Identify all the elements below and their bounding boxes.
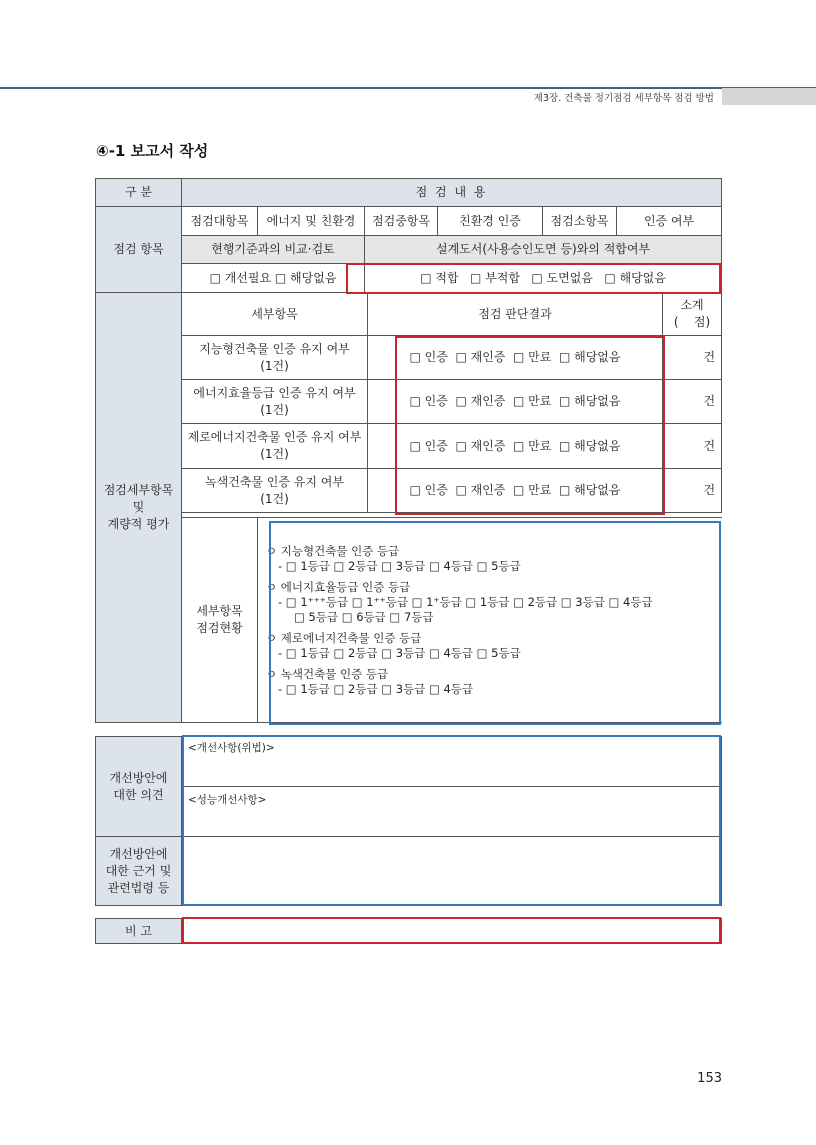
performance-field[interactable]: <성능개선사항>	[182, 787, 722, 837]
opinion-label: 개선방안에 대한 의견	[96, 737, 182, 837]
detail-subtotal: 건	[663, 336, 722, 380]
detail-subtotal: 건	[663, 469, 722, 513]
detail-result[interactable]: □ 인증 □ 재인증 □ 만료 □ 해당없음	[368, 380, 663, 424]
inspection-item-label: 점검 항목	[96, 207, 182, 293]
chapter-tab	[722, 88, 816, 105]
detail-subtotal-header: 소계 ( 점)	[663, 293, 722, 336]
detail-result-header: 점검 판단결과	[368, 293, 663, 336]
middle-item-value: 친환경 인증	[438, 207, 543, 236]
remarks-field[interactable]	[182, 919, 722, 944]
remarks-table	[95, 918, 722, 944]
table-row	[96, 424, 722, 469]
middle-item-label: 점검중항목	[365, 207, 438, 236]
detail-label: 점검세부항목 및 계량적 평가	[96, 293, 182, 723]
detail-result[interactable]: □ 인증 □ 재인증 □ 만료 □ 해당없음	[368, 336, 663, 380]
detail-item-header: 세부항목	[182, 293, 368, 336]
table-row	[96, 336, 722, 380]
division-header: 구 분	[96, 179, 182, 207]
grades-highlight	[269, 521, 721, 725]
major-item-label: 점검대항목	[182, 207, 258, 236]
content-header: 점 검 내 용	[182, 179, 722, 207]
opinion-highlight	[182, 735, 721, 906]
detail-result[interactable]: □ 인증 □ 재인증 □ 만료 □ 해당없음	[368, 424, 663, 469]
remarks-label: 비 고	[96, 919, 182, 944]
compare-options[interactable]: □ 개선필요 □ 해당없음	[182, 264, 365, 293]
section-title: ④-1 보고서 작성	[96, 142, 209, 160]
improvement-field[interactable]: <개선사항(위법)>	[182, 737, 722, 787]
detail-item-name: 녹색건축물 인증 유지 여부 (1건)	[182, 469, 368, 513]
detail-item-name: 지능형건축물 인증 유지 여부 (1건)	[182, 336, 368, 380]
table-row	[96, 469, 722, 513]
conformity-label: 설계도서(사용승인도면 등)와의 적합여부	[365, 236, 722, 264]
detail-item-name: 제로에너지건축물 인증 유지 여부 (1건)	[182, 424, 368, 469]
conformity-options[interactable]: □ 적합 □ 부적합 □ 도면없음 □ 해당없음	[365, 264, 722, 293]
minor-item-value: 인증 여부	[617, 207, 722, 236]
detail-result[interactable]: □ 인증 □ 재인증 □ 만료 □ 해당없음	[368, 469, 663, 513]
compare-label: 현행기준과의 비교·검토	[182, 236, 365, 264]
table-row	[96, 380, 722, 424]
detail-item-name: 에너지효율등급 인증 유지 여부 (1건)	[182, 380, 368, 424]
detail-subtotal: 건	[663, 424, 722, 469]
detail-subtotal: 건	[663, 380, 722, 424]
basis-label: 개선방안에 대한 근거 및 관련법령 등	[96, 837, 182, 906]
major-item-value: 에너지 및 친환경	[258, 207, 365, 236]
page-number: 153	[697, 1071, 722, 1086]
chapter-title: 제3장. 건축물 정기점검 세부항목 점검 방법	[533, 93, 714, 104]
grade-options[interactable]: ㅇ 지능형건축물 인증 등급 - □ 1등급 □ 2등급 □ 3등급 □ 4등급 □ 5등급 ㅇ 에너지효율등급 인증 등급 - □ 1⁺⁺⁺등급 □ 1⁺⁺등급 □ 1⁺등급 □ 1등급 □ 2등급 □ 3등급 □ 4등급 □ 5등급 □ 6등급 □ 7등급 ㅇ 제로에너지건축물 인증 등급 - □ 1등급 □ 2등급 □ 3등급 □ 4등급 □ 5등급 ㅇ 녹색건축물 인증 등급 - □ 1등급 □ 2등급 □ 3등급 □ 4등급	[266, 543, 653, 696]
status-label: 세부항목 점검현황	[182, 518, 258, 723]
header-rule	[0, 87, 816, 89]
minor-item-label: 점검소항목	[543, 207, 617, 236]
